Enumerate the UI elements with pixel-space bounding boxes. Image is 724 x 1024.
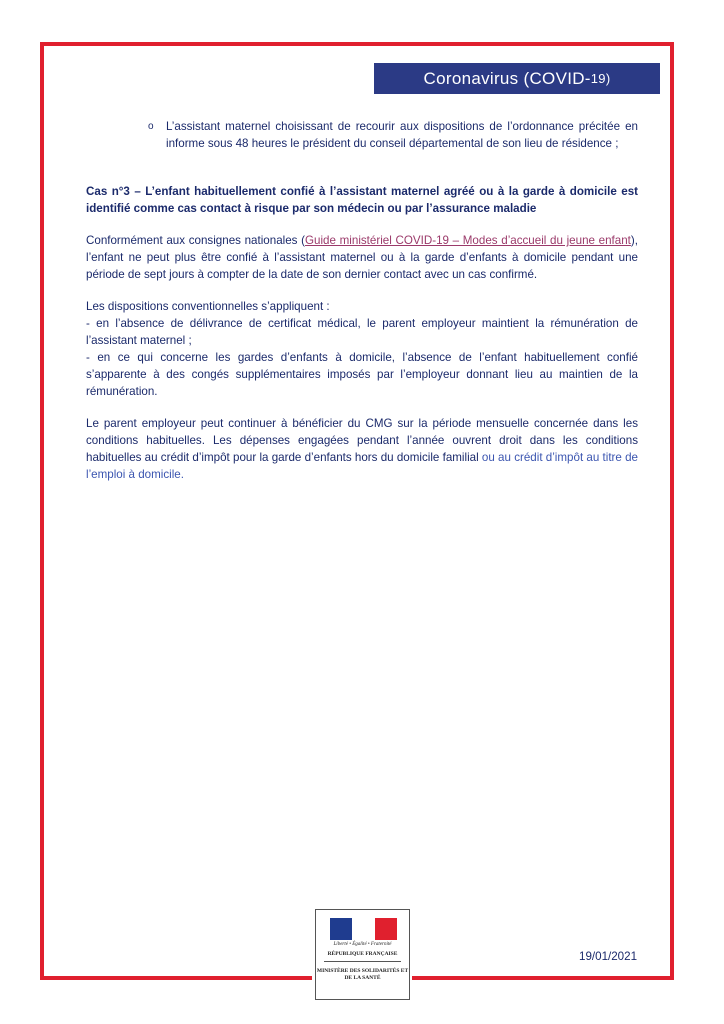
ministry-logo (315, 909, 410, 1000)
header-title-small: 19) (590, 71, 611, 86)
bullet-item (148, 118, 638, 152)
para3-end: ou au crédit d’impôt au titre de l’emploi à domicile. (86, 451, 638, 481)
paragraph-cmg (86, 415, 638, 483)
paragraph-national-guidelines (86, 232, 638, 283)
logo-ministry: MINISTÈRE DES SOLIDARITÉS ET DE LA SANTÉ (316, 968, 409, 981)
para1-end: ), l’enfant ne peut plus être confié à l’assistant maternel ou à la garde d’enfants à domicile pendant une période de sept jours à compter de la date de son dernier contact avec un cas confirmé. (86, 234, 638, 281)
para2-line3: - en ce qui concerne les gardes d’enfants à domicile, l’absence de l’enfant habituellement confié s’apparente à des congés supplémentaires imposés par l’employeur donnant lieu au maintien de la rémunération. (86, 351, 638, 398)
case-3-heading: Cas n°3 – L’enfant habituellement confié à l’assistant maternel agréé ou à la garde à domicile est identifié comme cas contact à risque par son médecin ou par l’assurance maladie (86, 185, 638, 215)
bullet-circle-icon: o (148, 121, 154, 132)
header-banner (374, 63, 660, 94)
header-title: Coronavirus (COVID- (423, 68, 591, 88)
paragraph-conventional-provisions (86, 298, 638, 400)
logo-divider (324, 961, 401, 962)
document-date: 19/01/2021 (579, 950, 638, 963)
para2-line2: - en l’absence de délivrance de certificat médical, le parent employeur maintient la rémunération de l’assistant maternel ; (86, 317, 638, 347)
french-flag-icon (330, 918, 397, 940)
para3-start: Le parent employeur peut continuer à bénéficier du CMG sur la période mensuelle concernée dans les conditions habituelles. Les dépenses engagées pendant l’année ouvrent droit dans les conditions habituelles au crédit d’impôt pour la garde d’enfants hors du domicile familial (86, 417, 638, 464)
para2-line1: Les dispositions conventionnelles s’appliquent : (86, 300, 330, 313)
guide-link[interactable]: Guide ministériel COVID-19 – Modes d’accueil du jeune enfant (305, 234, 631, 247)
document-body (86, 118, 638, 483)
para1-start: Conformément aux consignes nationales ( (86, 234, 306, 247)
bullet-text: L’assistant maternel choisissant de recourir aux dispositions de l’ordonnance précitée en informe sous 48 heures le président du conseil départemental de son lieu de résidence ; (166, 120, 638, 150)
logo-motto: Liberté • Égalité • Fraternité (333, 942, 392, 947)
logo-republic: RÉPUBLIQUE FRANÇAISE (327, 951, 398, 957)
